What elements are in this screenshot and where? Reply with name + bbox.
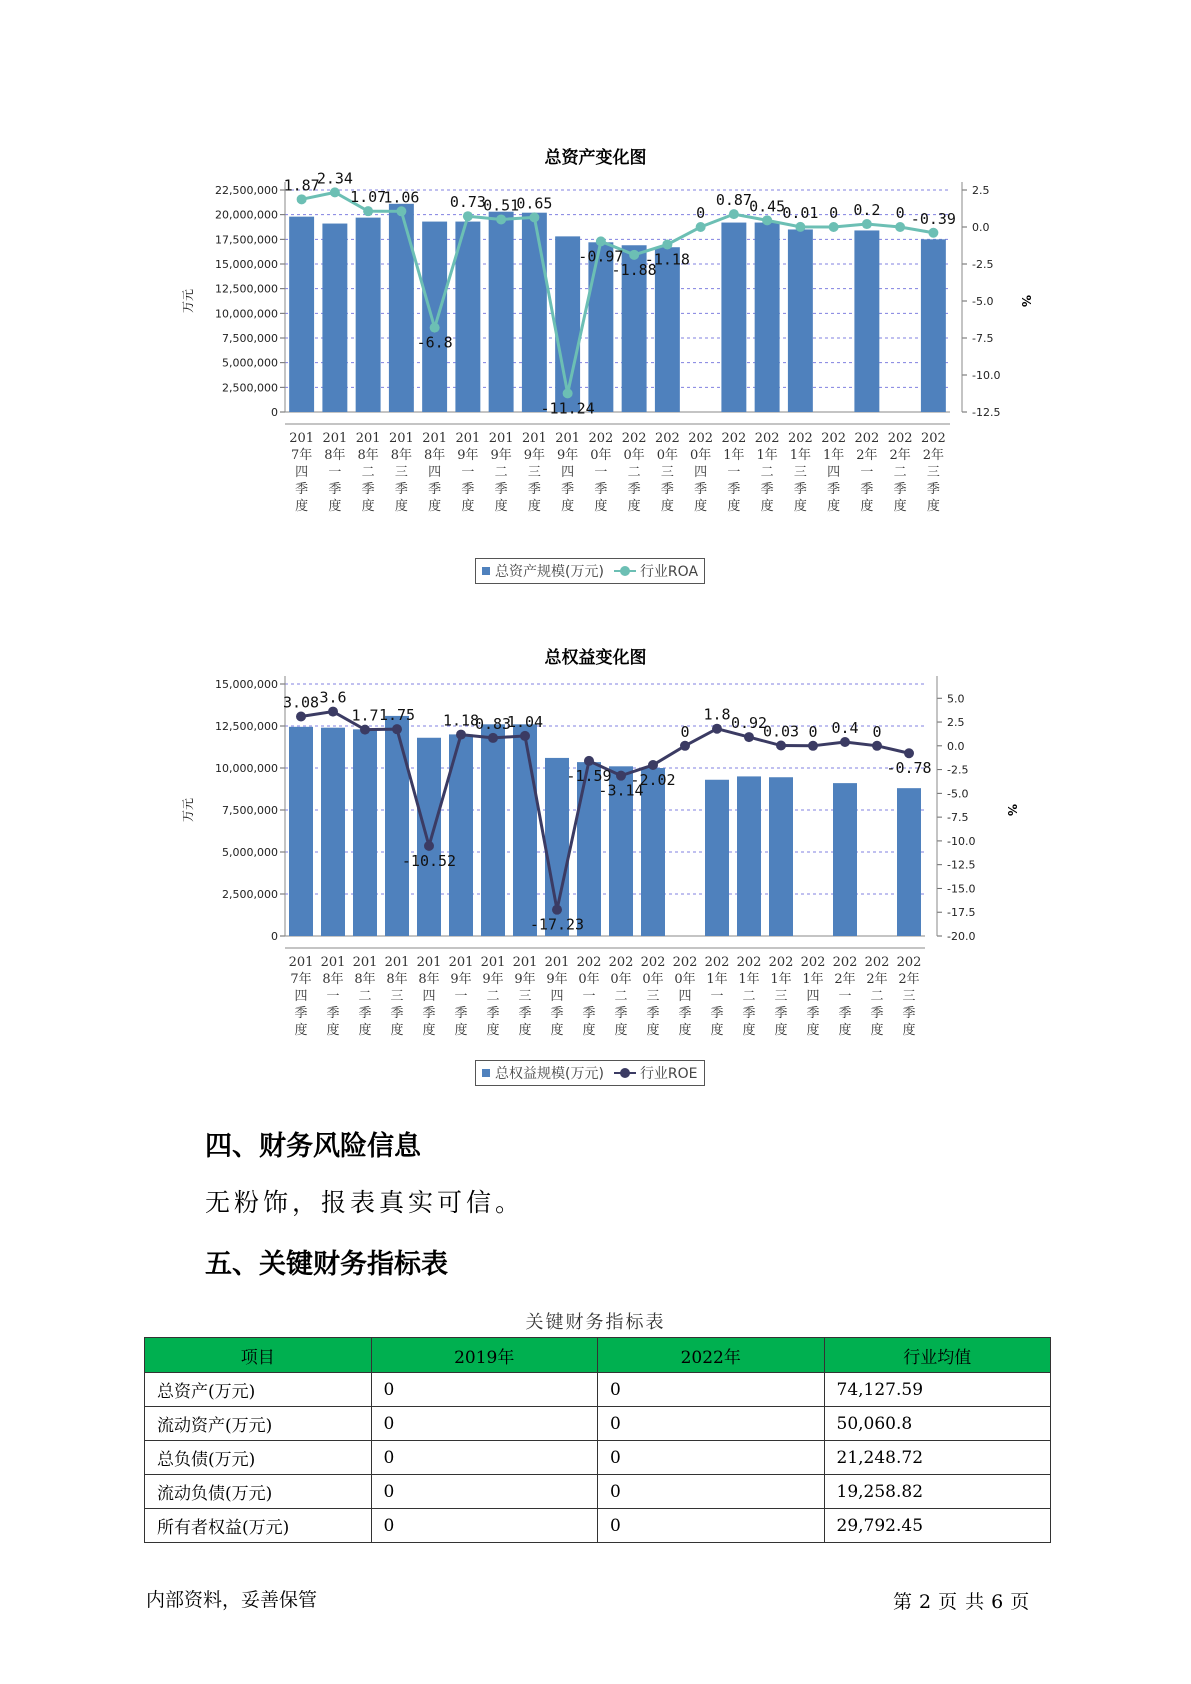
- table-row: [145, 1407, 1051, 1441]
- line-point: [795, 222, 805, 232]
- x-tick-label: 201 7年四季度: [288, 955, 314, 1038]
- data-label: 0.03: [762, 722, 800, 741]
- y-tick-label-right: -2.5: [972, 258, 994, 271]
- bar: [389, 204, 414, 412]
- bar: [921, 239, 946, 412]
- table-row: [145, 1373, 1051, 1407]
- legend-bar-swatch: [482, 1069, 490, 1077]
- y-tick-label-left: 10,000,000: [215, 307, 278, 321]
- x-tick-label: 202 0年一季度: [588, 431, 614, 514]
- y-tick-label-right: -2.5: [947, 763, 969, 777]
- bar: [705, 780, 729, 936]
- y-tick-label-right: -12.5: [947, 858, 976, 872]
- line-point: [463, 211, 473, 221]
- x-tick-label: 202 0年四季度: [672, 955, 698, 1038]
- chart2-legend: [475, 1060, 705, 1086]
- bar: [897, 788, 921, 936]
- x-tick-label: 202 1年一季度: [721, 431, 747, 514]
- line-point: [330, 187, 340, 197]
- chart2-title: 总权益变化图: [544, 648, 647, 668]
- y-tick-label-left: 15,000,000: [215, 678, 278, 691]
- line-point: [396, 206, 406, 216]
- bar: [513, 724, 537, 936]
- y-tick-label-left: 12,500,000: [215, 282, 278, 296]
- table-cell: 0: [598, 1441, 825, 1475]
- table-cell: 0: [371, 1475, 598, 1509]
- line-point: [629, 250, 639, 260]
- data-label: 2.34: [316, 169, 353, 188]
- section4-text: 无粉饰，报表真实可信。: [205, 1188, 525, 1217]
- x-tick-label: 201 9年二季度: [480, 955, 506, 1038]
- table-cell: 流动负债(万元): [145, 1475, 372, 1509]
- line-point: [895, 222, 905, 232]
- x-tick-label: 202 0年二季度: [608, 955, 634, 1038]
- data-label: 0.4: [831, 719, 859, 738]
- x-tick-label: 201 9年四季度: [555, 431, 581, 514]
- line-point: [392, 724, 402, 734]
- line-point: [363, 206, 373, 216]
- data-label: -6.8: [416, 333, 453, 352]
- data-label: 0.87: [715, 191, 752, 210]
- x-tick-label: 201 8年一季度: [322, 431, 348, 514]
- footer-confidential-note: 内部资料，妥善保管: [146, 1589, 318, 1611]
- line-point: [584, 756, 594, 766]
- line-point: [648, 760, 658, 770]
- line-point: [328, 707, 338, 717]
- y-tick-label-left: 5,000,000: [222, 846, 278, 859]
- data-label: -1.18: [644, 250, 690, 269]
- data-label: -3.14: [598, 781, 644, 800]
- table-cell: 0: [371, 1407, 598, 1441]
- data-label: 0.92: [730, 714, 768, 733]
- x-tick-label: 202 0年四季度: [688, 431, 714, 514]
- x-tick-label: 202 0年二季度: [621, 431, 647, 514]
- data-label: 3.08: [282, 693, 320, 712]
- y-tick-label-right: -12.5: [972, 406, 1001, 419]
- x-tick-label: 201 8年二季度: [355, 431, 381, 514]
- data-label: 1.87: [283, 176, 320, 195]
- bar: [737, 776, 761, 936]
- bar: [481, 724, 505, 936]
- data-label: 0: [680, 722, 690, 741]
- data-label: 0.45: [749, 197, 786, 216]
- data-label: 0.01: [782, 203, 819, 222]
- line-point: [862, 219, 872, 229]
- table-cell: 0: [371, 1509, 598, 1543]
- x-tick-label: 202 2年三季度: [920, 431, 946, 514]
- x-tick-label: 202 1年四季度: [800, 955, 826, 1038]
- line-point: [596, 236, 606, 246]
- table-cell: 总资产(万元): [145, 1373, 372, 1407]
- x-tick-label: 202 2年一季度: [832, 955, 858, 1038]
- x-tick-label: 201 9年三季度: [521, 431, 547, 514]
- x-tick-label: 201 8年四季度: [422, 431, 448, 514]
- x-tick-label: 201 8年三季度: [388, 431, 414, 514]
- x-tick-label: 201 9年一季度: [448, 955, 474, 1038]
- x-tick-label: 201 7年四季度: [289, 431, 315, 514]
- x-tick-label: 202 2年三季度: [896, 955, 922, 1038]
- y-tick-label-left: 2,500,000: [222, 381, 278, 395]
- table-cell: 19,258.82: [824, 1475, 1051, 1509]
- bar: [788, 229, 813, 412]
- x-tick-label: 202 1年一季度: [704, 955, 730, 1038]
- y-tick-label-right: 0.0: [947, 739, 965, 753]
- table-cell: 总负债(万元): [145, 1441, 372, 1475]
- y-tick-label-left: 2,500,000: [222, 888, 278, 901]
- x-tick-label: 201 8年二季度: [352, 955, 378, 1038]
- data-label: 0: [829, 204, 839, 222]
- line-point: [662, 239, 672, 249]
- chart1-legend: [475, 558, 705, 584]
- line-point: [762, 215, 772, 225]
- table-cell: 0: [598, 1407, 825, 1441]
- y-tick-label-left: 17,500,000: [215, 233, 278, 247]
- data-label: 1.07: [350, 188, 387, 207]
- line-point: [430, 323, 440, 333]
- bar: [588, 242, 613, 412]
- table-cell: 50,060.8: [824, 1407, 1051, 1441]
- x-tick-label: 201 8年一季度: [320, 955, 346, 1038]
- bar: [322, 224, 347, 412]
- y-tick-label-left: 0: [271, 406, 278, 419]
- table-cell: 0: [598, 1475, 825, 1509]
- bar: [655, 247, 680, 412]
- line-point: [712, 724, 722, 734]
- line-point: [680, 741, 690, 751]
- bar: [721, 223, 746, 412]
- data-label: -0.39: [910, 209, 956, 228]
- page-suffix: 页: [1010, 1591, 1031, 1613]
- y-tick-label-right: 0.0: [972, 221, 990, 234]
- bar: [422, 222, 447, 412]
- line-point: [872, 741, 882, 751]
- page-total: 6: [991, 1591, 1005, 1613]
- bar: [321, 728, 345, 936]
- y-tick-label-right: -7.5: [947, 811, 969, 825]
- page-current: 2: [919, 1591, 933, 1613]
- bar: [289, 727, 313, 936]
- section5-heading: 五、关键财务指标表: [205, 1249, 448, 1280]
- bar: [755, 223, 780, 412]
- line-point: [840, 737, 850, 747]
- line-point: [829, 222, 839, 232]
- x-tick-label: 201 9年三季度: [512, 955, 538, 1038]
- y-tick-label-right: -10.0: [972, 369, 1001, 382]
- data-label: -1.59: [566, 766, 612, 785]
- data-label: 0: [808, 722, 818, 741]
- data-label: 1.75: [378, 706, 416, 725]
- table-cell: 0: [371, 1441, 598, 1475]
- chart1-legend-bar-label: 总资产规模(万元): [495, 564, 604, 580]
- line-point: [496, 214, 506, 224]
- x-tick-label: 202 0年三季度: [654, 431, 680, 514]
- y-axis-title-right: %: [1019, 294, 1033, 308]
- x-tick-label: 201 9年一季度: [455, 431, 481, 514]
- x-tick-label: 202 2年一季度: [854, 431, 880, 514]
- chart1-title: 总资产变化图: [544, 148, 647, 168]
- x-tick-label: 201 8年三季度: [384, 955, 410, 1038]
- line-point: [297, 194, 307, 204]
- table-cell: 所有者权益(万元): [145, 1509, 372, 1543]
- page-prefix: 第: [893, 1591, 914, 1613]
- data-label: 1.8: [703, 705, 731, 724]
- line-point: [424, 841, 434, 851]
- table-cell: 流动资产(万元): [145, 1407, 372, 1441]
- x-tick-label: 202 1年三季度: [787, 431, 813, 514]
- line-point: [729, 209, 739, 219]
- table-cell: 74,127.59: [824, 1373, 1051, 1407]
- table-row: [145, 1475, 1051, 1509]
- chart2-legend-bar-label: 总权益规模(万元): [495, 1066, 604, 1082]
- data-label: -0.78: [886, 759, 932, 778]
- data-label: 0.83: [474, 714, 512, 733]
- line-point: [520, 731, 530, 741]
- bar: [417, 738, 441, 936]
- x-tick-label: 202 2年二季度: [864, 955, 890, 1038]
- bar: [385, 716, 409, 936]
- legend-bar-swatch: [482, 567, 490, 575]
- data-label: 0: [872, 722, 882, 741]
- y-tick-label-right: -7.5: [972, 332, 994, 345]
- table-row: [145, 1441, 1051, 1475]
- line-point: [552, 905, 562, 915]
- line-point: [296, 712, 306, 722]
- bar: [289, 217, 314, 412]
- table-header-row: [145, 1338, 1051, 1373]
- table-caption: 关键财务指标表: [525, 1312, 666, 1333]
- header-cell: 2019年: [371, 1338, 598, 1373]
- bar: [489, 212, 514, 412]
- chart1-legend-line-label: 行业ROA: [639, 564, 699, 580]
- line-point: [776, 741, 786, 751]
- x-tick-label: 201 8年四季度: [416, 955, 442, 1038]
- y-tick-label-left: 20,000,000: [215, 208, 278, 222]
- y-tick-label-right: 2.5: [972, 184, 990, 197]
- bar: [854, 230, 879, 412]
- chart2-legend-line-label: 行业ROE: [639, 1066, 698, 1082]
- data-label: -0.97: [578, 247, 624, 266]
- y-axis-title-right: %: [1005, 803, 1019, 817]
- y-axis-title-left: 万元: [181, 797, 195, 823]
- y-tick-label-right: -20.0: [947, 930, 976, 943]
- table-cell: 0: [598, 1509, 825, 1543]
- chart2-equity: [0, 670, 1191, 1054]
- table-cell: 0: [598, 1373, 825, 1407]
- data-label: -10.52: [401, 851, 457, 870]
- chart1-assets: [0, 168, 1191, 540]
- bar: [522, 213, 547, 412]
- y-tick-label-right: -17.5: [947, 906, 976, 920]
- table-cell: 0: [371, 1373, 598, 1407]
- x-tick-label: 201 9年二季度: [488, 431, 514, 514]
- table-cell: 21,248.72: [824, 1441, 1051, 1475]
- data-label: -17.23: [529, 915, 585, 934]
- footer-page-number: [890, 1587, 1033, 1614]
- data-label: -2.02: [630, 771, 676, 790]
- x-tick-label: 201 9年四季度: [544, 955, 570, 1038]
- header-cell: 项目: [145, 1338, 372, 1373]
- line-point: [616, 771, 626, 781]
- header-cell: 2022年: [598, 1338, 825, 1373]
- y-tick-label-right: -10.0: [947, 834, 976, 848]
- legend-line-swatch: [614, 566, 636, 576]
- table-row: [145, 1509, 1051, 1543]
- y-tick-label-left: 5,000,000: [222, 356, 278, 370]
- data-label: -1.88: [611, 260, 657, 279]
- data-label: 0.73: [449, 193, 486, 212]
- line-point: [904, 748, 914, 758]
- y-tick-label-right: -15.0: [947, 882, 976, 896]
- page-mid: 页 共: [938, 1591, 986, 1613]
- line-point: [488, 733, 498, 743]
- data-label: 3.6: [319, 688, 347, 707]
- x-tick-label: 202 0年三季度: [640, 955, 666, 1038]
- data-label: 1.06: [383, 188, 420, 207]
- section4-heading: 四、财务风险信息: [205, 1131, 421, 1162]
- line-point: [563, 388, 573, 398]
- y-tick-label-right: -5.0: [972, 295, 994, 308]
- y-tick-label-right: 2.5: [947, 716, 965, 730]
- y-tick-label-left: 10,000,000: [215, 762, 278, 775]
- table-cell: 29,792.45: [824, 1509, 1051, 1543]
- line-point: [456, 730, 466, 740]
- data-label: 0.65: [516, 194, 553, 213]
- legend-line-swatch: [614, 1068, 636, 1078]
- bar: [353, 729, 377, 936]
- data-label: 0.2: [853, 201, 881, 220]
- line-point: [808, 741, 818, 751]
- bar: [577, 762, 601, 936]
- bar: [641, 768, 665, 936]
- data-label: 0: [696, 204, 706, 222]
- y-tick-label-left: 22,500,000: [215, 184, 278, 197]
- data-label: 0.51: [483, 196, 520, 215]
- y-tick-label-left: 7,500,000: [222, 804, 278, 817]
- line-point: [928, 228, 938, 238]
- y-tick-label-left: 7,500,000: [222, 332, 278, 345]
- x-tick-label: 202 1年三季度: [768, 955, 794, 1038]
- x-tick-label: 202 1年四季度: [821, 431, 847, 514]
- header-cell: 行业均值: [824, 1338, 1051, 1373]
- data-label: 1.04: [506, 712, 544, 731]
- line-point: [360, 725, 370, 735]
- y-axis-title-left: 万元: [181, 288, 195, 314]
- bar: [769, 777, 793, 936]
- x-tick-label: 202 1年二季度: [736, 955, 762, 1038]
- x-tick-label: 202 2年二季度: [887, 431, 913, 514]
- bar: [356, 218, 381, 412]
- data-label: 1.7: [351, 706, 379, 725]
- y-tick-label-right: -5.0: [947, 787, 969, 801]
- x-tick-label: 202 1年二季度: [754, 431, 780, 514]
- x-tick-label: 202 0年一季度: [576, 955, 602, 1038]
- y-tick-label-left: 12,500,000: [215, 720, 278, 733]
- line-point: [744, 732, 754, 742]
- financial-indicators-table: [144, 1337, 1051, 1543]
- y-tick-label-left: 15,000,000: [215, 258, 278, 271]
- data-label: 1.18: [442, 711, 480, 730]
- line-point: [696, 222, 706, 232]
- y-tick-label-right: 5.0: [947, 692, 965, 706]
- data-label: 0: [895, 204, 905, 222]
- y-tick-label-left: 0: [271, 930, 278, 943]
- bar: [833, 783, 857, 936]
- line-point: [529, 212, 539, 222]
- data-label: -11.24: [540, 399, 595, 418]
